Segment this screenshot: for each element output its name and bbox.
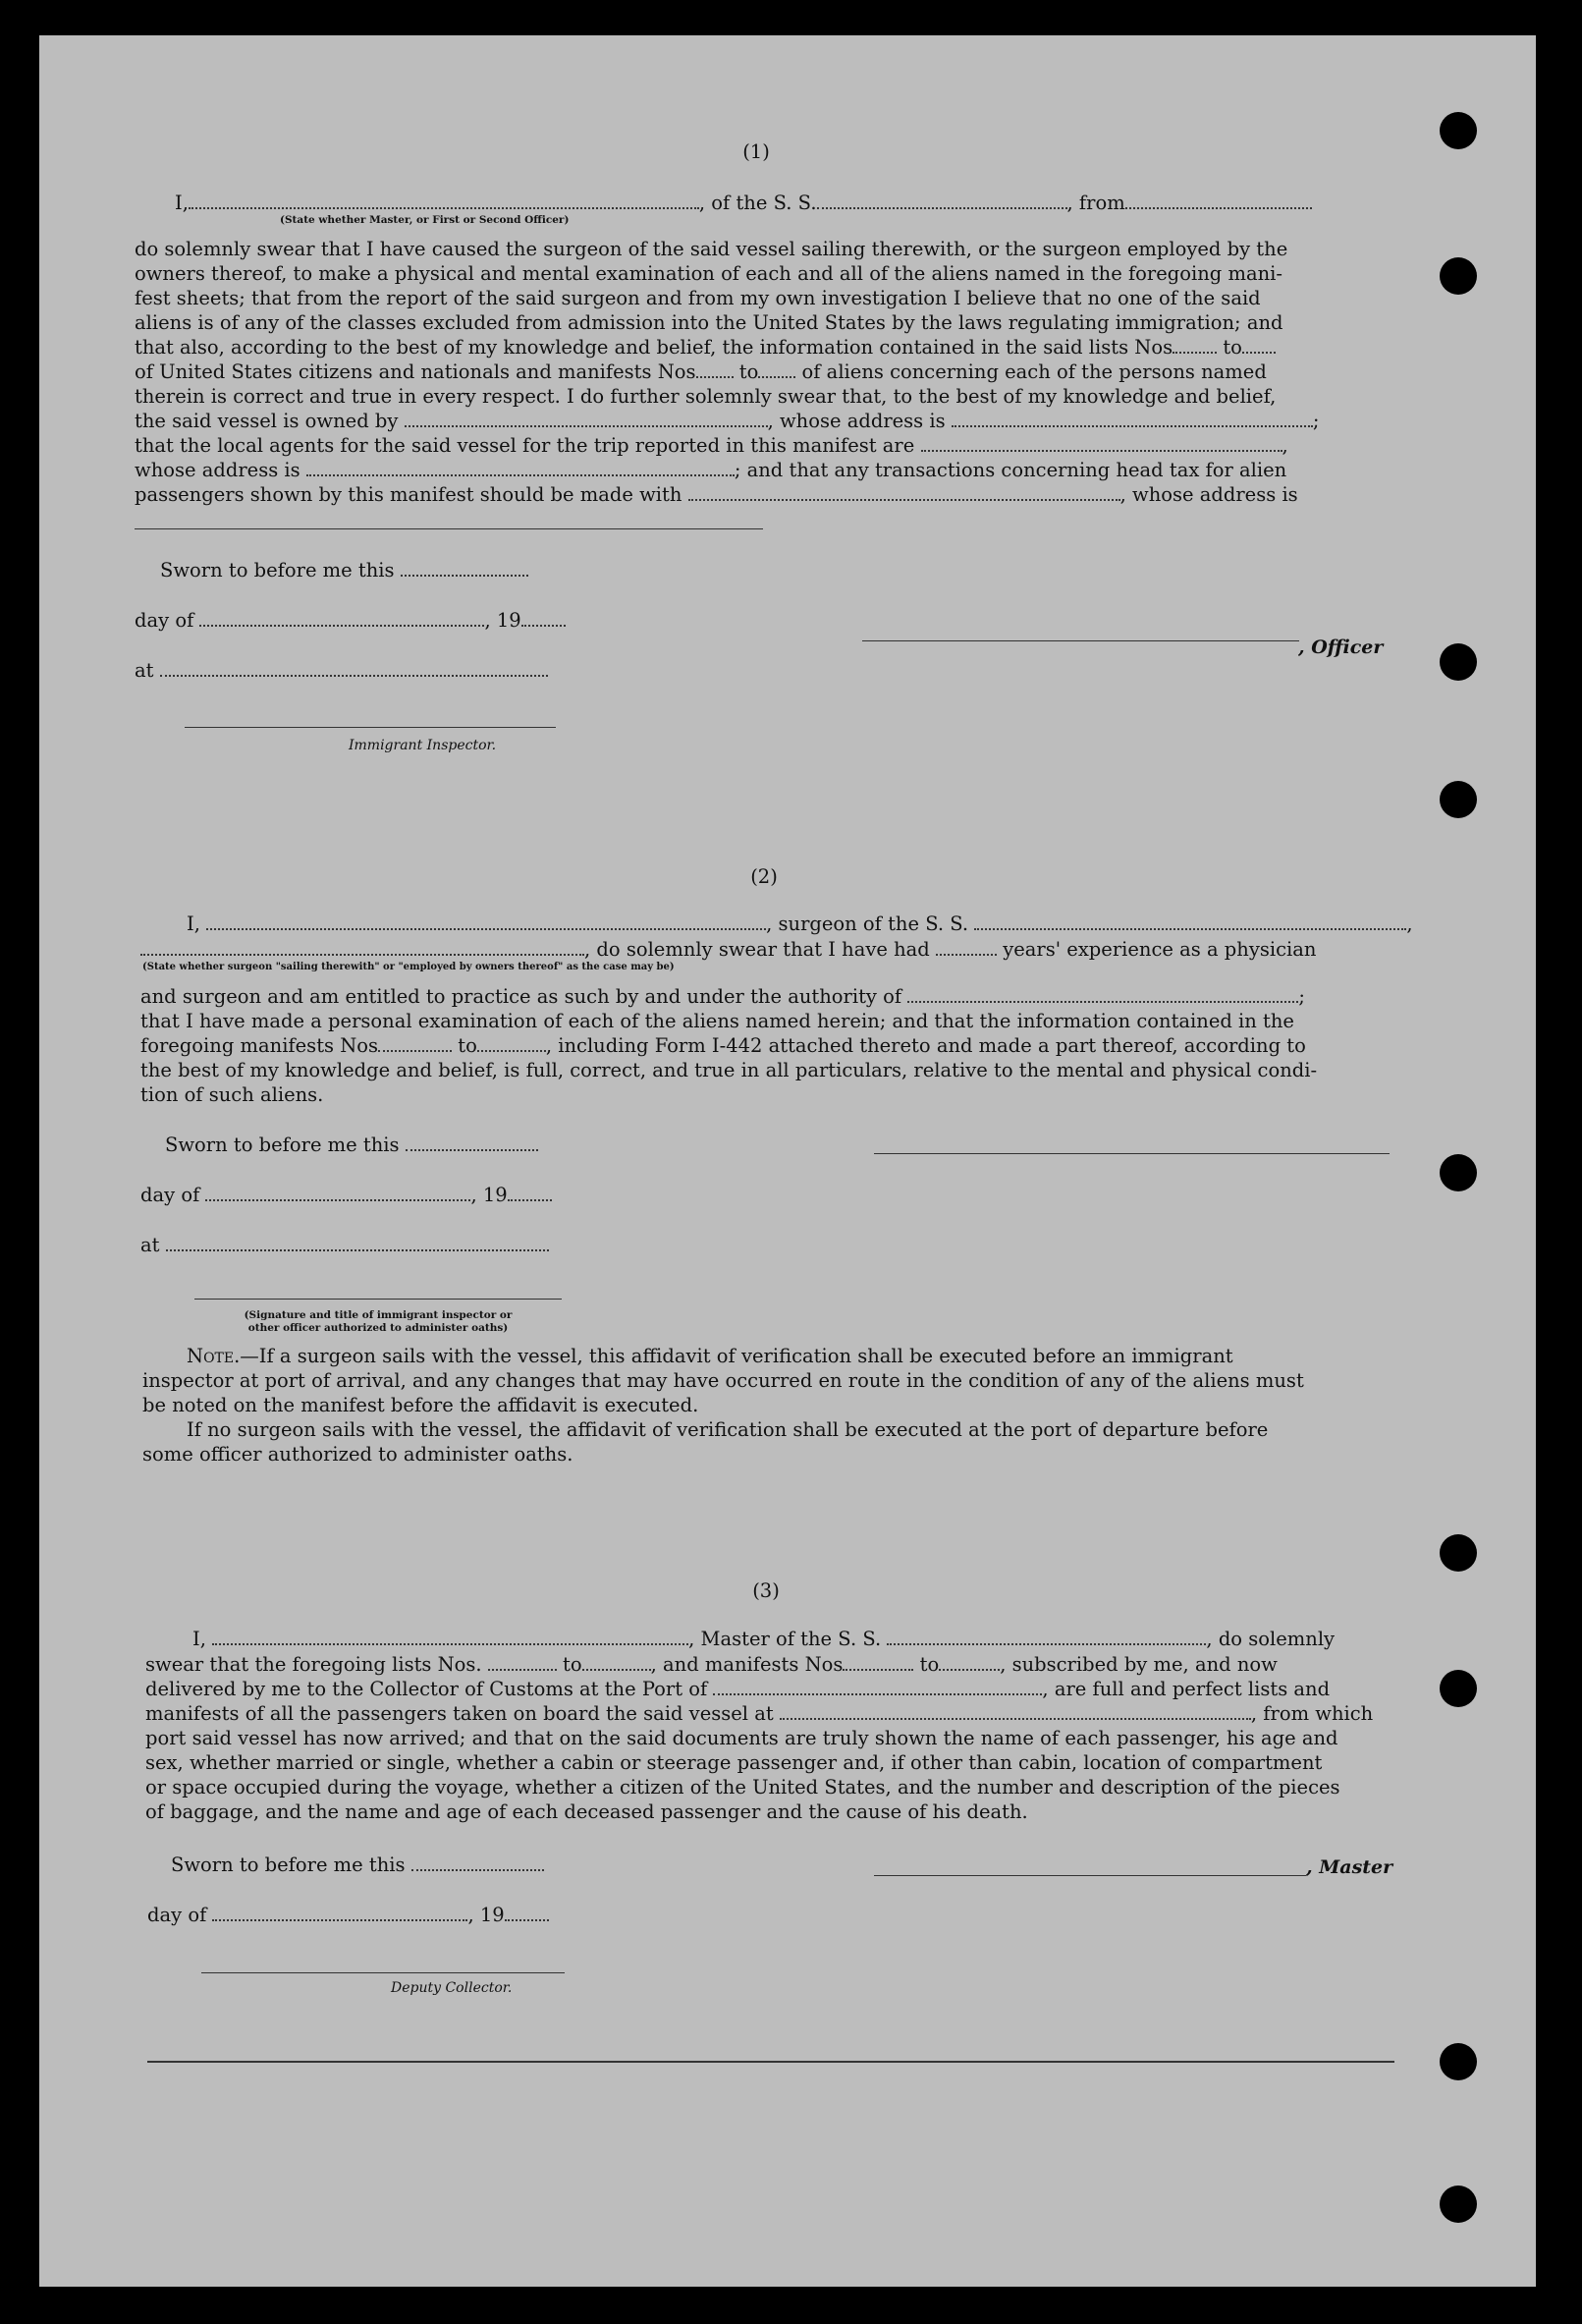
body-line: delivered by me to the Collector of Customs at the Port of , are full and perfect lists and (145, 1678, 1331, 1700)
day-line: day of , 19 (140, 1183, 552, 1208)
note-line: be noted on the manifest before the affidavit is executed. (142, 1394, 699, 1416)
body-line: that I have made a personal examination of each of the aliens named herein; and that the information contained in the (140, 1010, 1294, 1032)
signature-caption: (Signature and title of immigrant inspector or (244, 1309, 513, 1321)
body-line: fest sheets; that from the report of the said surgeon and from my own investigation I believe that no one of the said (135, 287, 1261, 309)
body-line: of baggage, and the name and age of each deceased passenger and the cause of his death. (145, 1800, 1028, 1823)
punch-hole (1440, 781, 1477, 818)
sworn-label: Sworn to before me this (160, 558, 528, 583)
body-line: and surgeon and am entitled to practice as such by and under the authority of ; (140, 985, 1305, 1008)
body-line: passengers shown by this manifest should be made with , whose address is (135, 483, 1298, 506)
inspector-label: Immigrant Inspector. (349, 738, 497, 753)
bottom-rule (147, 2061, 1394, 2063)
body-line: the best of my knowledge and belief, is full, correct, and true in all particulars, relative to the mental and physical condi- (140, 1059, 1318, 1081)
officer-label: , Officer (1298, 636, 1384, 658)
inspector-signature-line (185, 727, 556, 728)
note-line: If no surgeon sails with the vessel, the affidavit of verification shall be executed at the port of departure before (187, 1418, 1269, 1441)
body-line: that the local agents for the said vessel for the trip reported in this manifest are , (135, 434, 1288, 457)
form-line: I, , of the S. S. , from (175, 191, 1312, 216)
section-number: (1) (742, 140, 770, 163)
punch-hole (1440, 643, 1477, 681)
punch-hole (1440, 1154, 1477, 1191)
body-line: owners thereof, to make a physical and mental examination of each and all of the aliens named in the foregoing mani- (135, 262, 1282, 285)
blank-line (135, 528, 763, 529)
field-caption: (State whether surgeon "sailing therewith" or "employed by owners thereof" as the case may be) (142, 962, 675, 972)
body-line: of United States citizens and nationals and manifests Nos to of aliens concerning each of the persons named (135, 360, 1267, 383)
body-line: manifests of all the passengers taken on board the said vessel at , from which (145, 1702, 1374, 1725)
form-line: I, , Master of the S. S. , do solemnly (192, 1628, 1336, 1650)
surgeon-signature-line (874, 1153, 1390, 1154)
collector-signature-line (201, 1972, 565, 1973)
note-line: some officer authorized to administer oaths. (142, 1443, 573, 1466)
collector-label: Deputy Collector. (391, 1980, 513, 1996)
note-line: inspector at port of arrival, and any changes that may have occurred en route in the condition of any of the aliens must (142, 1369, 1304, 1392)
field-caption: (State whether Master, or First or Second Officer) (280, 214, 570, 226)
form-line: , do solemnly swear that I have had years' experience as a physician (140, 937, 1316, 963)
body-line: do solemnly swear that I have caused the surgeon of the said vessel sailing therewith, or the surgeon employed by the (135, 238, 1288, 260)
day-line: day of , 19 (147, 1903, 549, 1928)
master-signature-line (874, 1875, 1306, 1876)
sworn-label: Sworn to before me this (171, 1853, 544, 1878)
body-line: the said vessel is owned by , whose address is ; (135, 410, 1320, 432)
signature-caption: other officer authorized to administer oaths) (247, 1322, 509, 1334)
punch-hole (1440, 2186, 1477, 2223)
punch-hole (1440, 112, 1477, 149)
master-label: , Master (1306, 1856, 1393, 1878)
inspector-signature-line (194, 1299, 562, 1300)
sworn-label: Sworn to before me this (165, 1133, 538, 1158)
punch-hole (1440, 1670, 1477, 1707)
body-line: port said vessel has now arrived; and that on the said documents are truly shown the name of each passenger, his age and (145, 1727, 1338, 1749)
body-line: foregoing manifests Nos to , including Form I-442 attached thereto and made a part thereof, according to (140, 1034, 1306, 1057)
note-line: Note.—If a surgeon sails with the vessel, this affidavit of verification shall be executed before an immigrant (187, 1345, 1233, 1367)
body-line: tion of such aliens. (140, 1083, 324, 1106)
body-line: therein is correct and true in every respect. I do further solemnly swear that, to the best of my knowledge and belief, (135, 385, 1277, 408)
punch-hole (1440, 1534, 1477, 1572)
body-line: aliens is of any of the classes excluded from admission into the United States by the laws regulating immigration; and (135, 311, 1283, 334)
body-line: that also, according to the best of my knowledge and belief, the information contained in the said lists Nos to (135, 335, 1276, 360)
body-line: swear that the foregoing lists Nos. to , and manifests Nos to , subscribed by me, and now (145, 1653, 1278, 1676)
form-line: I, , surgeon of the S. S. , (187, 913, 1413, 935)
punch-hole (1440, 2043, 1477, 2080)
section-number: (3) (752, 1579, 780, 1602)
punch-hole (1440, 257, 1477, 295)
body-line: whose address is ; and that any transactions concerning head tax for alien (135, 459, 1287, 481)
body-line: or space occupied during the voyage, whether a citizen of the United States, and the number and description of the pieces (145, 1776, 1340, 1798)
day-line: day of , 19 (135, 608, 566, 634)
section-number: (2) (750, 865, 778, 888)
at-line: at (135, 658, 548, 684)
body-line: sex, whether married or single, whether a cabin or steerage passenger and, if other than cabin, location of compartment (145, 1751, 1323, 1774)
at-line: at (140, 1233, 549, 1258)
officer-signature-line (862, 640, 1299, 641)
